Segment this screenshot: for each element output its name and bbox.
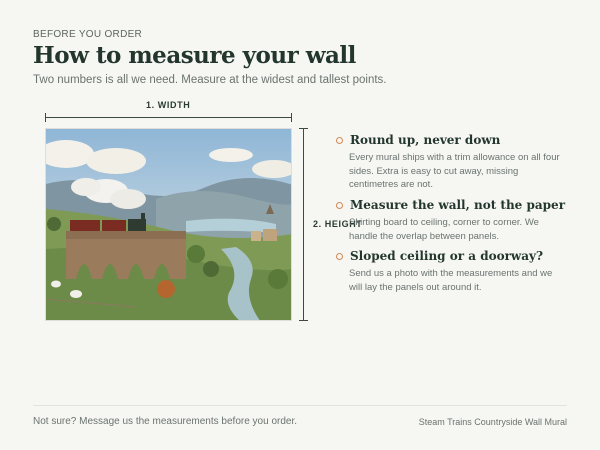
footer-help-text: Not sure? Message us the measurements before you order. <box>33 416 298 427</box>
footer-divider <box>33 405 567 406</box>
tip-title: Measure the wall, not the paper <box>350 198 566 212</box>
width-label: 1. WIDTH <box>146 100 191 110</box>
tip-title: Round up, never down <box>350 133 501 147</box>
tip-body: Every mural ships with a trim allowance on all four sides. Extra is easy to cut away, missing centimetres are not. <box>349 152 560 190</box>
bullet-icon <box>336 202 343 209</box>
mural-preview-image <box>45 128 292 321</box>
mural-illustration <box>46 129 292 321</box>
width-measure-line <box>45 117 292 118</box>
page-subtitle: Two numbers is all we need. Measure at the widest and tallest points. <box>33 74 387 86</box>
tip-measure-wall <box>336 198 568 243</box>
height-measure-line <box>303 128 304 321</box>
tip-round-up <box>336 133 568 192</box>
page-title: How to measure your wall <box>33 42 356 69</box>
tip-body: Skirting board to ceiling, corner to corner. We handle the overlap between panels. <box>349 217 539 242</box>
bullet-icon <box>336 253 343 260</box>
height-label: 2. HEIGHT <box>313 219 363 229</box>
eyebrow: BEFORE YOU ORDER <box>33 29 143 40</box>
tip-body: Send us a photo with the measurements and we will lay the panels out around it. <box>349 268 553 293</box>
footer-product-name: Steam Trains Countryside Wall Mural <box>418 417 567 427</box>
tip-sloped-ceiling <box>336 249 568 294</box>
bullet-icon <box>336 137 343 144</box>
tip-title: Sloped ceiling or a doorway? <box>350 249 544 263</box>
